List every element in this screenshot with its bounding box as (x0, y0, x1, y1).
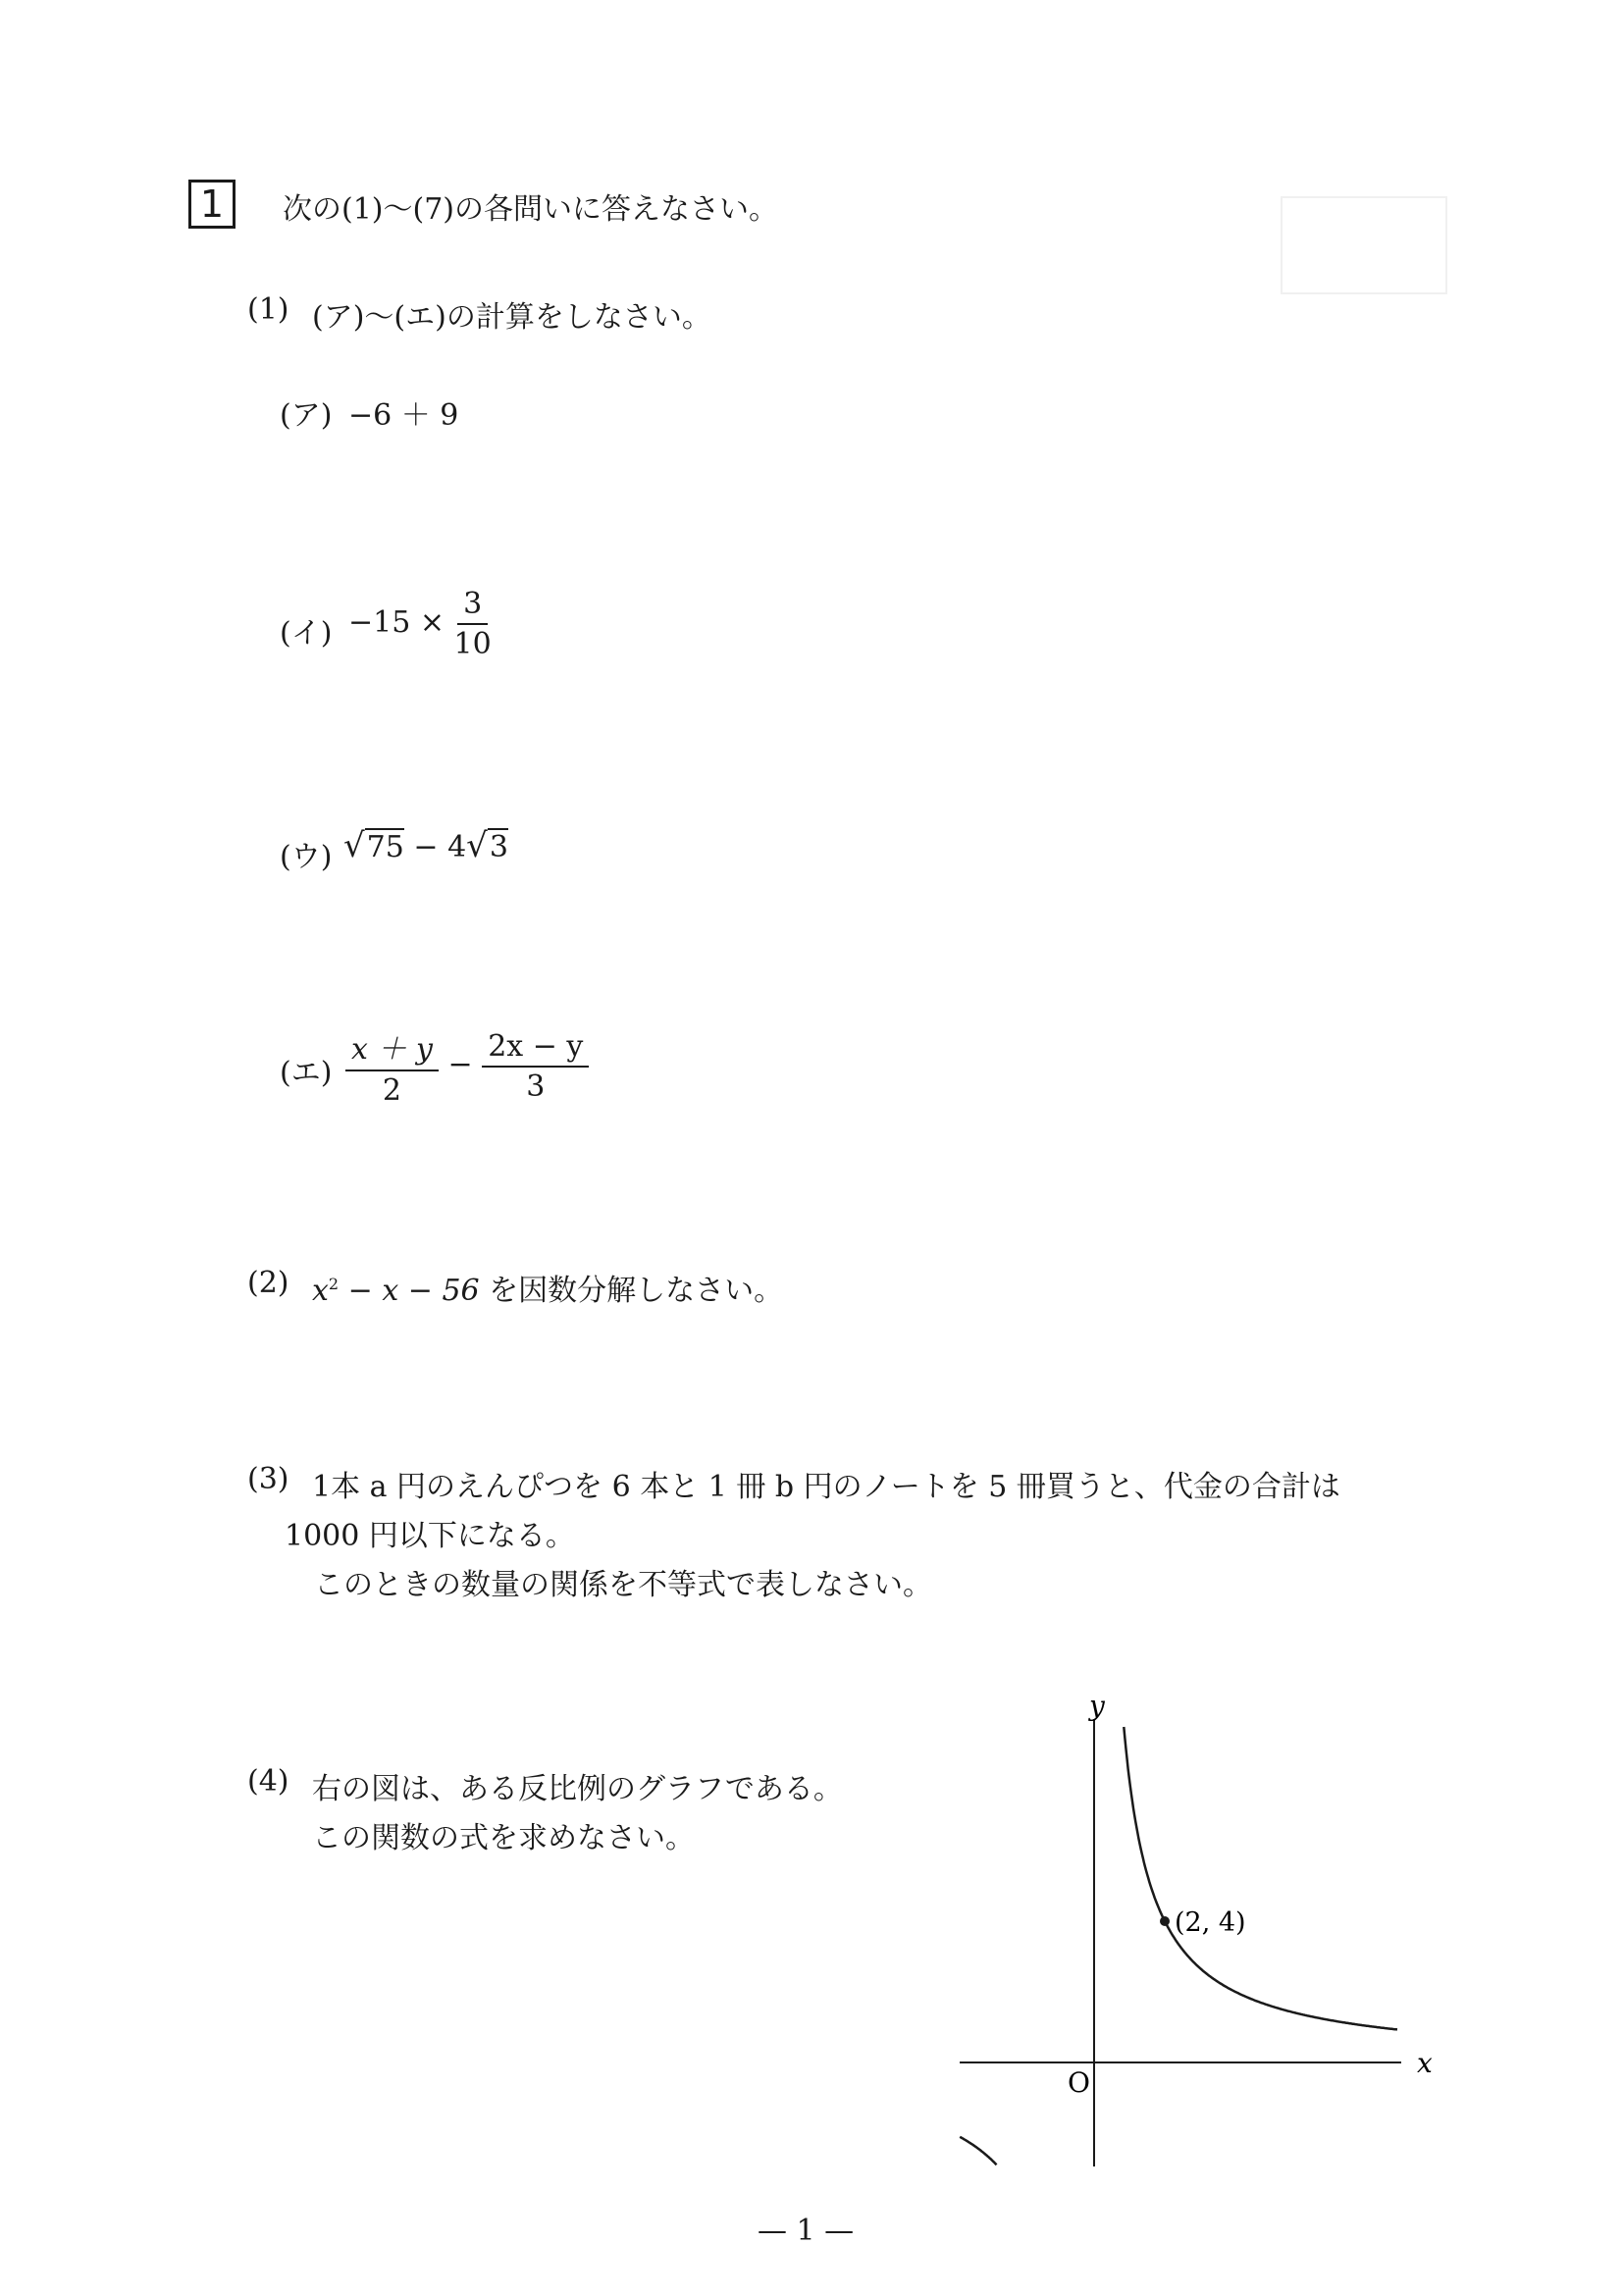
q1-label: (1) (247, 292, 289, 327)
question-number-box (188, 180, 236, 229)
x-axis-label: x (1417, 2047, 1433, 2079)
q1i-lead: −15 × (348, 605, 445, 640)
q3-line3: このときの数量の関係を不等式で表しなさい。 (314, 1568, 932, 1602)
q1i-label: (イ) (280, 616, 333, 651)
point-label: (2, 4) (1175, 1907, 1246, 1938)
q1e-fraction-2 (482, 1029, 589, 1104)
q1a-expr: −6 ＋ 9 (348, 398, 459, 433)
q2-base: x (312, 1274, 329, 1308)
q2-body (312, 1266, 783, 1309)
q2-text: を因数分解しなさい。 (489, 1274, 784, 1308)
q1i-numerator: 3 (457, 587, 488, 625)
q2-exponent: 2 (328, 1275, 340, 1293)
q1u-mid: − 4 (403, 830, 467, 864)
q1a-label: (ア) (280, 398, 333, 433)
q4-line2: この関数の式を求めなさい。 (312, 1821, 695, 1855)
page-number: — 1 — (758, 2214, 855, 2248)
radical-sign-1: √ (343, 826, 365, 865)
origin-label: O (1068, 2066, 1090, 2099)
q1e-expr (345, 1024, 589, 1108)
q1e-numerator-1: x ＋ y (345, 1024, 439, 1071)
q1i-denominator: 10 (453, 627, 492, 661)
q2-label: (2) (247, 1266, 289, 1300)
q3-label: (3) (247, 1462, 289, 1496)
q3-line1: 1本 a 円のえんぴつを 6 本と 1 冊 b 円のノートを 5 冊買うと、代金の合計は (312, 1470, 1340, 1504)
radical-sign-2: √ (466, 826, 488, 865)
q1u-sqrt2: 3 (489, 830, 508, 864)
q4-line1: 右の図は、ある反比例のグラフである。 (312, 1772, 843, 1806)
q1e-label: (エ) (280, 1056, 333, 1090)
q4-label: (4) (247, 1764, 289, 1799)
header-instruction: 次の(1)〜(7)の各問いに答えなさい。 (283, 192, 778, 227)
curve-branch-positive (1124, 1727, 1397, 2029)
q1e-numerator-2: 2x − y (482, 1029, 589, 1068)
point-2-4-marker (1160, 1916, 1170, 1926)
q1e-fraction-1 (345, 1024, 439, 1108)
q1-instruction: (ア)〜(エ)の計算をしなさい。 (312, 300, 711, 335)
q1u-expr (343, 826, 508, 865)
q1u-sqrt1: 75 (366, 830, 404, 864)
q3-line2: 1000 円以下になる。 (285, 1519, 575, 1553)
y-axis-label: y (1089, 1690, 1105, 1722)
q1i-fraction (454, 587, 492, 661)
faint-stamp (1281, 196, 1447, 294)
q1e-operator: − (447, 1047, 473, 1082)
question-number: 1 (199, 183, 225, 226)
q2-rest: − x − 56 (339, 1274, 480, 1308)
q1e-denominator-2: 3 (526, 1069, 546, 1104)
curve-branch-negative (960, 2137, 996, 2166)
q1i-expr (348, 587, 492, 661)
q1e-denominator-1: 2 (382, 1073, 402, 1108)
q1u-label: (ウ) (280, 840, 333, 874)
inverse-proportion-graph (942, 1688, 1452, 2178)
